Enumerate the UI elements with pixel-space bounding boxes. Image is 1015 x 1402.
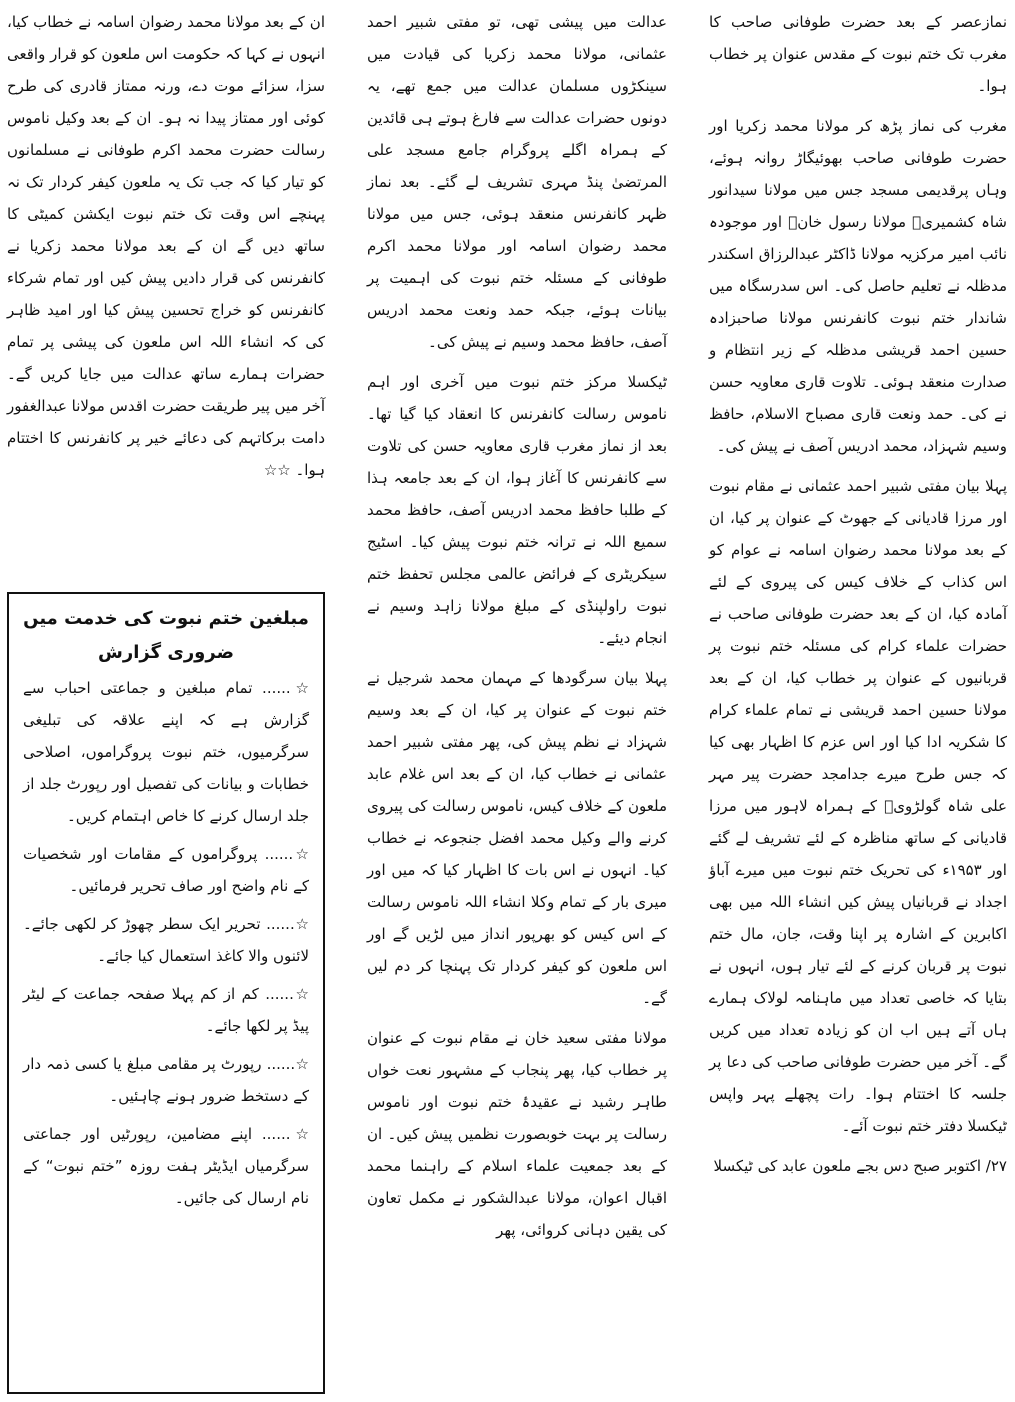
paragraph: پہلا بیان مفتی شبیر احمد عثمانی نے مقام نبوت اور مرزا قادیانی کے جھوٹ کے عنوان پر کیا، ان کے بعد مولانا محمد رضوان اسامہ نے عوام کو اس کذاب کے خلاف کیس کی پیروی کے لئے آمادہ کیا، ان کے بعد حضرت طوفانی صاحب نے حضرات علماء کرام کی مسئلہ ختم نبوت پر قربانیوں کے عنوان پر خطاب کیا، ان کے بعد مولانا حسین احمد قریشی نے تمام علماء کرام کا شکریہ ادا کیا اور اس عزم کا اظہار بھی کیا کہ جس طرح میرے جدامجد حضرت پیر مہر علی شاہ گولڑویؒ کے ہمراہ لاہور میں مرزا قادیانی کے ساتھ مناظرہ کے لئے تشریف لے گئے اور ۱۹۵۳ء کی تحریک ختم نبوت میں میرے آباؤ اجداد نے قربانیاں پیش کیں انشاء اللہ میں بھی اکابرین کے اشارہ پر اپنا وقت، جان، مال ختم نبوت پر قربان کرنے کے لئے تیار ہوں، انہوں نے بتایا کہ خاصی تعداد میں ماہنامہ لولاک ہمارے ہاں آتے ہیں اب ان کو زیادہ تعداد میں کریں گے۔ آخر میں حضرت طوفانی صاحب کی دعا پر جلسہ کا اختتام ہوا۔ رات پچھلے پہر واپس ٹیکسلا دفتر ختم نبوت آئے۔ bbox=[709, 477, 1007, 1135]
notice-item: ☆...... پروگراموں کے مقامات اور شخصیات کے نام واضح اور صاف تحریر فرمائیں۔ bbox=[23, 845, 309, 895]
notice-item: ☆...... اپنے مضامین، رپورٹیں اور جماعتی سرگرمیاں ایڈیٹر ہفت روزہ ”ختم نبوت“ کے نام ارسال کی جائیں۔ bbox=[23, 1125, 309, 1207]
notice-title: مبلغین ختم نبوت کی خدمت میں ضروری گزارش bbox=[23, 608, 309, 663]
notice-item: ☆...... تحریر ایک سطر چھوڑ کر لکھی جائے۔ لائنوں والا کاغذ استعمال کیا جائے۔ bbox=[23, 915, 309, 965]
paragraph: ٹیکسلا مرکز ختم نبوت میں آخری اور اہم ناموس رسالت کانفرنس کا انعقاد کیا گیا تھا۔ بعد از نماز مغرب قاری معاویہ حسن کی تلاوت سے کانفرنس کا آغاز ہوا، ان کے بعد جامعہ ہذا کے طلبا حافظ محمد ادریس آصف، حافظ محمد سمیع اللہ نے ترانہ ختم نبوت پیش کیا۔ اسٹیج سیکریٹری کے فرائض عالمی مجلس تحفظ ختم نبوت راولپنڈی کے مبلغ مولانا زاہد وسیم نے انجام دیئے۔ bbox=[367, 373, 667, 647]
article-column-left bbox=[7, 6, 325, 494]
paragraph: پہلا بیان سرگودھا کے مہمان محمد شرجیل نے ختم نبوت کے عنوان پر کیا، ان کے بعد وسیم شہزاد نے نظم پیش کی، پھر مفتی شبیر احمد عثمانی نے خطاب کیا، ان کے بعد اس غلام عابد ملعون کے خلاف کیس، ناموس رسالت کی پیروی کرنے والے وکیل محمد افضل جنجوعہ نے خطاب کیا۔ انہوں نے اس بات کا اظہار کیا کہ میں اور میری بار کے تمام وکلا انشاء اللہ ناموس رسالت کے اس کیس کو بھرپور انداز میں لڑیں گے اور اس ملعون کو کیفر کردار تک پہنچا کر دم لیں گے۔ bbox=[367, 669, 667, 1007]
article-column-right bbox=[709, 6, 1007, 1190]
notice-item: ☆...... رپورٹ پر مقامی مبلغ یا کسی ذمہ دار کے دستخط ضرور ہونے چاہئیں۔ bbox=[23, 1055, 309, 1105]
notice-item: ☆...... کم از کم پہلا صفحہ جماعت کے لیٹر پیڈ پر لکھا جائے۔ bbox=[23, 985, 309, 1035]
notice-box bbox=[7, 592, 325, 1394]
paragraph: ۲۷/ اکتوبر صبح دس بجے ملعون عابد کی ٹیکسلا bbox=[713, 1157, 1007, 1175]
paragraph: نمازعصر کے بعد حضرت طوفانی صاحب کا مغرب تک ختم نبوت کے مقدس عنوان پر خطاب ہوا۔ bbox=[709, 13, 1007, 95]
paragraph: مولانا مفتی سعید خان نے مقام نبوت کے عنوان پر خطاب کیا، پھر پنجاب کے مشہور نعت خواں طاہر رشید نے عقیدۂ ختم نبوت اور ناموس رسالت پر بہت خوبصورت نظمیں پیش کیں۔ ان کے بعد جمعیت علماء اسلام کے راہنما محمد اقبال اعوان، مولانا عبدالشکور نے مکمل تعاون کی یقین دہانی کروائی، پھر bbox=[367, 1029, 667, 1239]
paragraph: مغرب کی نماز پڑھ کر مولانا محمد زکریا اور حضرت طوفانی صاحب بھوئیگاڑ روانہ ہوئے، وہاں پرقدیمی مسجد جس میں مولانا سیدانور شاہ کشمیریؒ مولانا رسول خانؒ اور موجودہ نائب امیر مرکزیہ مولانا ڈاکٹر عبدالرزاق اسکندر مدظلہ نے تعلیم حاصل کی۔ اس سدرسگاہ میں شاندار ختم نبوت کانفرنس مولانا صاحبزادہ حسین احمد قریشی مدظلہ کے زیر انتظام و صدارت منعقد ہوئی۔ تلاوت قاری معاویہ حسن نے کی۔ حمد ونعت قاری مصباح الاسلام، حافظ وسیم شہزاد، محمد ادریس آصف نے پیش کی۔ bbox=[709, 117, 1007, 455]
notice-item: ☆...... تمام مبلغین و جماعتی احباب سے گزارش ہے کہ اپنے علاقہ کی تبلیغی سرگرمیوں، ختم نبوت پروگراموں، اصلاحی خطابات و بیانات کی تفصیل اور رپورٹ جلد از جلد ارسال کرنے کا خاص اہتمام کریں۔ bbox=[23, 679, 309, 825]
paragraph: ان کے بعد مولانا محمد رضوان اسامہ نے خطاب کیا، انہوں نے کہا کہ حکومت اس ملعون کو قرار واقعی سزا، سزائے موت دے، ورنہ ممتاز قادری کی طرح کوئی اور ممتاز پیدا نہ ہو۔ ان کے بعد وکیل ناموس رسالت حضرت محمد اکرم طوفانی نے مسلمانوں کو تیار کیا کہ جب تک یہ ملعون کیفر کردار تک نہ پہنچے اس وقت تک ختم نبوت ایکشن کمیٹی کا ساتھ دیں گے ان کے بعد مولانا محمد زکریا نے کانفرنس کی قرار دادیں پیش کیں اور تمام شرکاء کانفرنس کو خراج تحسین پیش کیا اور امید ظاہر کی کہ انشاء اللہ اس ملعون کی پیشی پر تمام حضرات ہمارے ساتھ عدالت میں جایا کریں گے۔ آخر میں پیر طریقت حضرت اقدس مولانا عبدالغفور دامت برکاتہم کی دعائے خیر پر کانفرنس کا اختتام ہوا۔ ☆☆ bbox=[7, 13, 325, 479]
article-column-middle bbox=[367, 6, 667, 1254]
paragraph: عدالت میں پیشی تھی، تو مفتی شبیر احمد عثمانی، مولانا محمد زکریا کی قیادت میں سینکڑوں مسلمان عدالت میں جمع تھے، یہ دونوں حضرات عدالت سے فارغ ہوتے ہی قائدین کے ہمراہ اگلے پروگرام جامع مسجد علی المرتضیٰ پنڈ مہری تشریف لے گئے۔ بعد نماز ظہر کانفرنس منعقد ہوئی، جس میں مولانا محمد رضوان اسامہ اور مولانا محمد اکرم طوفانی کے مسئلہ ختم نبوت کی اہمیت پر بیانات ہوئے، جبکہ حمد ونعت محمد ادریس آصف، حافظ محمد وسیم نے پیش کی۔ bbox=[367, 13, 667, 351]
